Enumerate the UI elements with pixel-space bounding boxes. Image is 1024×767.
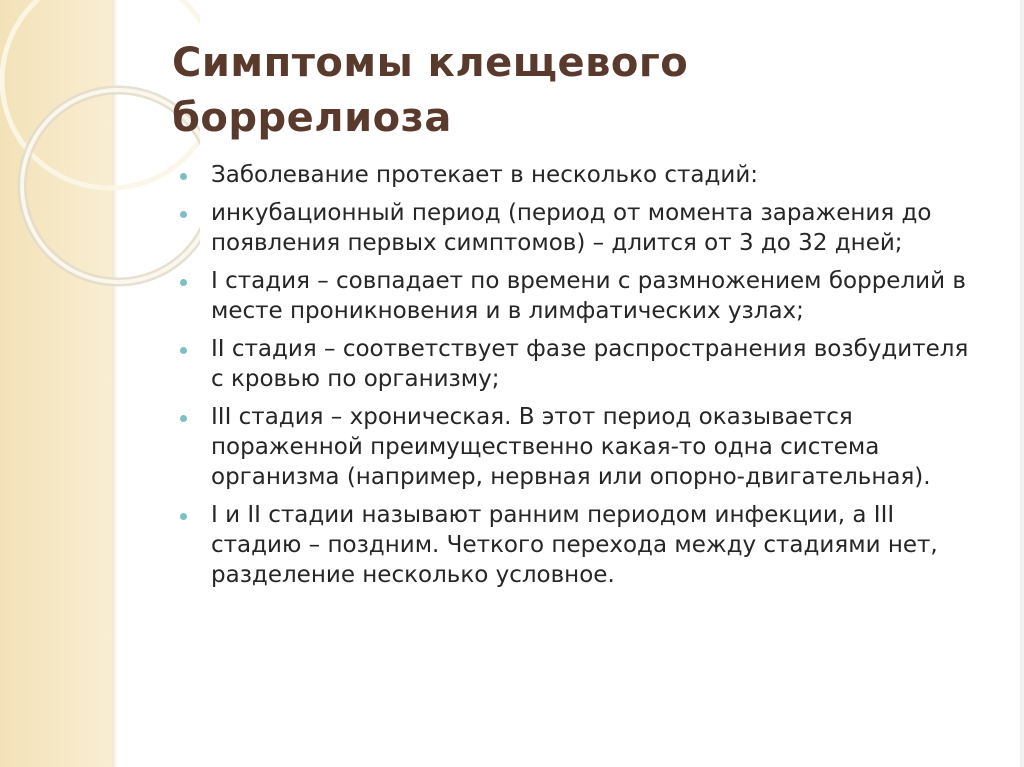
right-edge xyxy=(1020,0,1024,767)
bullet-dot-icon xyxy=(180,211,187,218)
bullet-dot-icon xyxy=(180,173,187,180)
list-item xyxy=(180,500,980,590)
bullet-dot-icon xyxy=(180,513,187,520)
list-item-text: I стадия – совпадает по времени с размножением боррелий в месте проникновения и в лимфатических узлах; xyxy=(211,268,966,324)
list-item-text: I и II стадии называют ранним периодом инфекции, а III стадию – поздним. Четкого перехода между стадиями нет, разделение несколько условное. xyxy=(211,502,938,588)
bullet-dot-icon xyxy=(180,415,187,422)
list-item-text: Заболевание протекает в несколько стадий: xyxy=(211,162,759,188)
list-item xyxy=(180,334,980,394)
ring-decoration-icon xyxy=(0,0,200,300)
list-item xyxy=(180,160,980,190)
list-item xyxy=(180,198,980,258)
list-item-text: II стадия – соответствует фазе распространения возбудителя с кровью по организму; xyxy=(211,336,969,392)
list-item-text: III стадия – хроническая. В этот период оказывается пораженной преимущественно какая-то одна система организма (например, нервная или опорно-двигательная). xyxy=(211,404,931,490)
slide-title: Симптомы клещевого боррелиоза xyxy=(172,40,689,141)
bullet-list xyxy=(180,160,980,598)
list-item xyxy=(180,266,980,326)
list-item-text: инкубационный период (период от момента заражения до появления первых симптомов) – длится от 3 до 32 дней; xyxy=(211,200,932,256)
bullet-dot-icon xyxy=(180,279,187,286)
list-item xyxy=(180,402,980,492)
bullet-dot-icon xyxy=(180,347,187,354)
